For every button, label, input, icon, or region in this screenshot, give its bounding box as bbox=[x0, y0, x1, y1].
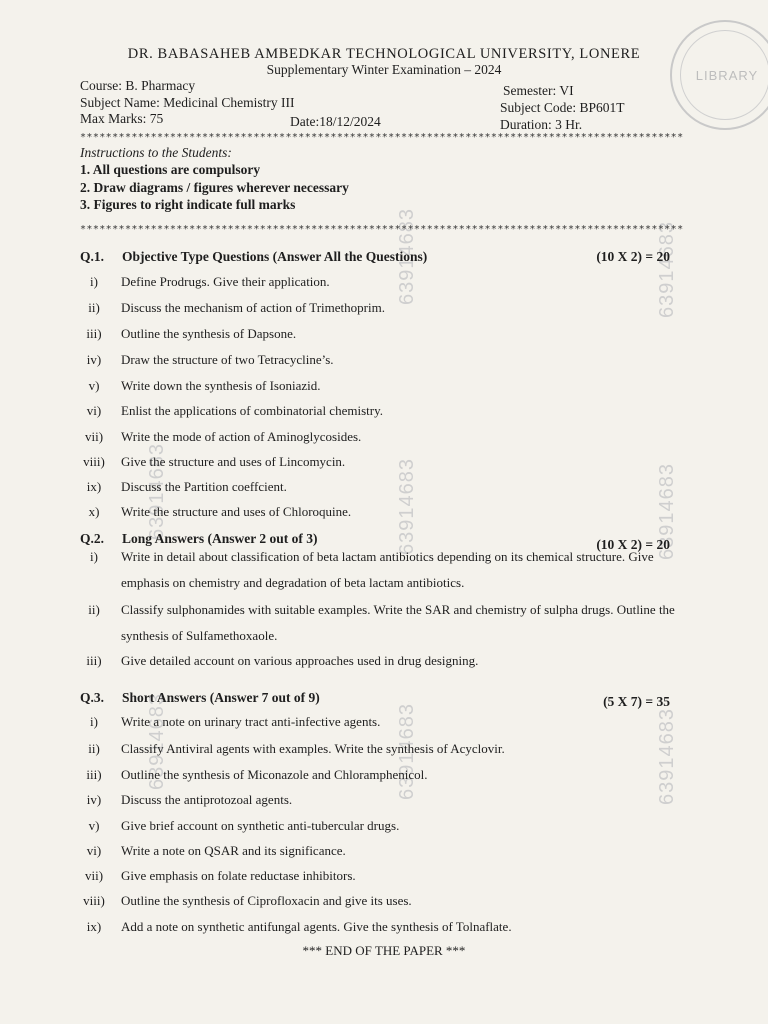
question-number: Q.2. bbox=[80, 531, 105, 546]
item-number: vii) bbox=[84, 868, 104, 883]
item-text: Write the mode of action of Aminoglycosides. bbox=[121, 429, 362, 444]
stamp-label: LIBRARY bbox=[695, 68, 759, 83]
watermark: 63914683 bbox=[146, 693, 168, 790]
item-number: iv) bbox=[86, 792, 102, 807]
item-number: iv) bbox=[86, 352, 102, 367]
item-number: iii) bbox=[86, 326, 102, 341]
course: Course: B. Pharmacy bbox=[80, 78, 196, 93]
item-text: Give detailed account on various approaches used in drug designing. bbox=[121, 653, 479, 668]
watermark: 63914683 bbox=[396, 458, 418, 555]
semester: Semester: VI bbox=[503, 83, 574, 98]
item-number: ii) bbox=[88, 602, 100, 617]
item-number: i) bbox=[90, 274, 98, 289]
item-number: viii) bbox=[83, 893, 105, 908]
item-text: Draw the structure of two Tetracycline’s. bbox=[121, 352, 334, 367]
item-number: viii) bbox=[83, 454, 105, 469]
item-number: vii) bbox=[84, 429, 104, 444]
item-number: iii) bbox=[86, 653, 102, 668]
item-text: Give the structure and uses of Lincomycin. bbox=[121, 454, 346, 469]
item-text: Enlist the applications of combinatorial chemistry. bbox=[121, 403, 383, 418]
exam-title: Supplementary Winter Examination – 2024 bbox=[266, 62, 502, 77]
item-number: iii) bbox=[86, 767, 102, 782]
subject-name: Subject Name: Medicinal Chemistry III bbox=[80, 95, 295, 110]
question-number: Q.1. bbox=[80, 249, 105, 264]
item-text: Give emphasis on folate reductase inhibitors. bbox=[121, 868, 356, 883]
item-text: Write in detail about classification of beta lactam antibiotics depending on its chemical structure. Give emphasis on chemistry and degradation of beta lactam antibiotics. bbox=[121, 549, 654, 590]
item-text: Classify sulphonamides with suitable examples. Write the SAR and chemistry of sulpha drugs. Outline the synthesis of Sulfamethoxaole. bbox=[121, 602, 675, 643]
item-text: Write a note on urinary tract anti-infective agents. bbox=[121, 714, 381, 729]
watermark: 63914683 bbox=[146, 443, 168, 540]
item-text: Define Prodrugs. Give their application. bbox=[121, 274, 330, 289]
item-text: Outline the synthesis of Ciprofloxacin and give its uses. bbox=[121, 893, 412, 908]
subject-code: Subject Code: BP601T bbox=[500, 100, 625, 115]
duration: Duration: 3 Hr. bbox=[500, 117, 583, 132]
item-number: ii) bbox=[88, 300, 100, 315]
question-title: Long Answers (Answer 2 out of 3) bbox=[122, 531, 318, 546]
instructions-title: Instructions to the Students: bbox=[80, 145, 232, 160]
item-text: Discuss the mechanism of action of Trimethoprim. bbox=[121, 300, 385, 315]
item-number: vi) bbox=[86, 843, 102, 858]
item-text: Outline the synthesis of Dapsone. bbox=[121, 326, 297, 341]
question-marks: (10 X 2) = 20 bbox=[596, 537, 670, 552]
item-text: Classify Antiviral agents with examples. Write the synthesis of Acyclovir. bbox=[121, 741, 505, 756]
university-name: DR. BABASAHEB AMBEDKAR TECHNOLOGICAL UNIVERSITY, LONERE bbox=[127, 46, 641, 62]
item-text: Give brief account on synthetic anti-tubercular drugs. bbox=[121, 818, 400, 833]
question-title: Short Answers (Answer 7 out of 9) bbox=[122, 690, 320, 705]
separator: ********************************************************************************************** bbox=[80, 224, 684, 235]
item-number: ix) bbox=[86, 479, 102, 494]
item-number: ii) bbox=[88, 741, 100, 756]
watermark: 63914683 bbox=[396, 703, 418, 800]
item-text: Write down the synthesis of Isoniazid. bbox=[121, 378, 321, 393]
separator: ********************************************************************************************** bbox=[80, 132, 684, 143]
max-marks: Max Marks: 75 bbox=[80, 111, 164, 126]
item-text: Discuss the Partition coeffcient. bbox=[121, 479, 287, 494]
question-number: Q.3. bbox=[80, 690, 105, 705]
watermark: 63914683 bbox=[396, 208, 418, 305]
question-marks: (5 X 7) = 35 bbox=[603, 694, 670, 709]
item-number: v) bbox=[88, 818, 100, 833]
end-of-paper: *** END OF THE PAPER *** bbox=[302, 943, 466, 958]
instruction-item: 1. All questions are compulsory bbox=[80, 162, 261, 177]
exam-date: Date:18/12/2024 bbox=[290, 114, 381, 129]
item-text: Write a note on QSAR and its significance. bbox=[121, 843, 346, 858]
question-title: Objective Type Questions (Answer All the Questions) bbox=[122, 249, 428, 264]
item-number: i) bbox=[90, 549, 98, 564]
watermark: 63914683 bbox=[656, 708, 678, 805]
item-text: Outline the synthesis of Miconazole and Chloramphenicol. bbox=[121, 767, 428, 782]
item-text: Write the structure and uses of Chloroquine. bbox=[121, 504, 352, 519]
item-number: ix) bbox=[86, 919, 102, 934]
item-text: Discuss the antiprotozoal agents. bbox=[121, 792, 293, 807]
question-marks: (10 X 2) = 20 bbox=[596, 249, 670, 264]
item-number: x) bbox=[88, 504, 100, 519]
item-number: v) bbox=[88, 378, 100, 393]
instruction-item: 3. Figures to right indicate full marks bbox=[80, 197, 296, 212]
item-number: vi) bbox=[86, 403, 102, 418]
instruction-item: 2. Draw diagrams / figures wherever necessary bbox=[80, 180, 349, 195]
item-text: Add a note on synthetic antifungal agents. Give the synthesis of Tolnaflate. bbox=[121, 919, 512, 934]
item-number: i) bbox=[90, 714, 98, 729]
watermark: 63914683 bbox=[656, 221, 678, 318]
watermark: 63914683 bbox=[656, 463, 678, 560]
